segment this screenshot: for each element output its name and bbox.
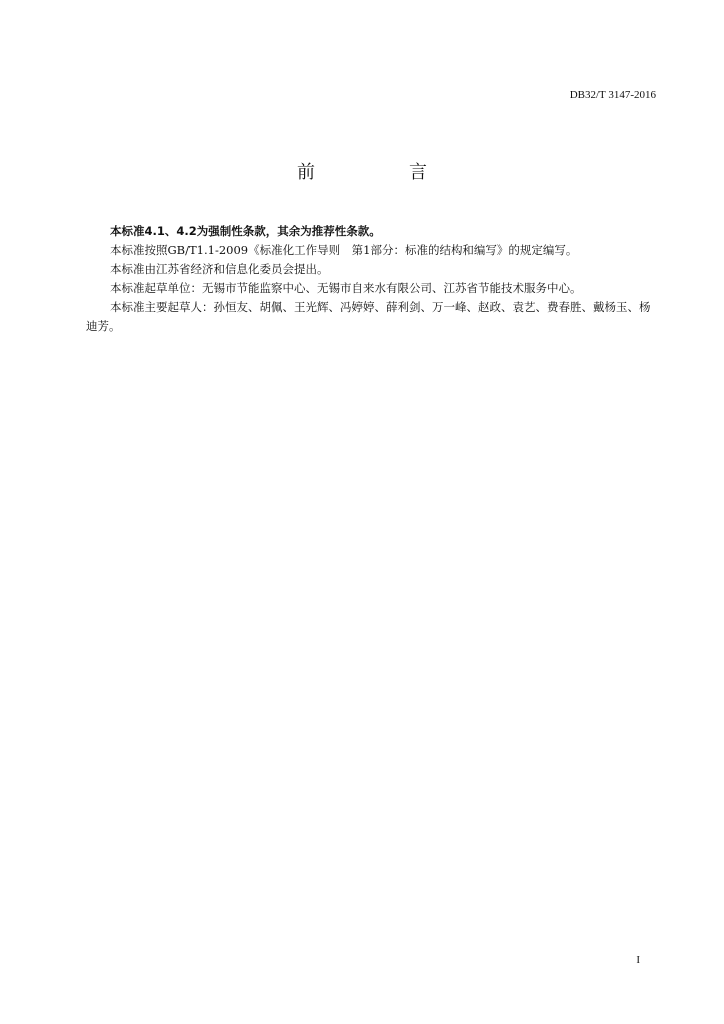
page-title: 前 言 bbox=[297, 162, 465, 183]
page-number: I bbox=[636, 954, 640, 966]
paragraph-proposer: 本标准由江苏省经济和信息化委员会提出。 bbox=[110, 262, 329, 276]
paragraph-drafting-rules: 本标准按照GB/T1.1-2009《标准化工作导则 第1部分：标准的结构和编写》的规定编写。 bbox=[110, 243, 578, 257]
foreword-body bbox=[86, 222, 658, 336]
paragraph-drafting-units: 本标准起草单位：无锡市节能监察中心、无锡市自来水有限公司、江苏省节能技术服务中心。 bbox=[110, 281, 582, 295]
paragraph-main-drafters: 本标准主要起草人：孙恒友、胡佩、王光辉、冯婷婷、薛利剑、万一峰、赵政、袁艺、费春胜、戴杨玉、杨迪芳。 bbox=[86, 300, 651, 333]
paragraph-mandatory-clauses: 本标准4.1、4.2为强制性条款，其余为推荐性条款。 bbox=[110, 224, 381, 238]
document-code: DB32/T 3147-2016 bbox=[569, 89, 656, 101]
